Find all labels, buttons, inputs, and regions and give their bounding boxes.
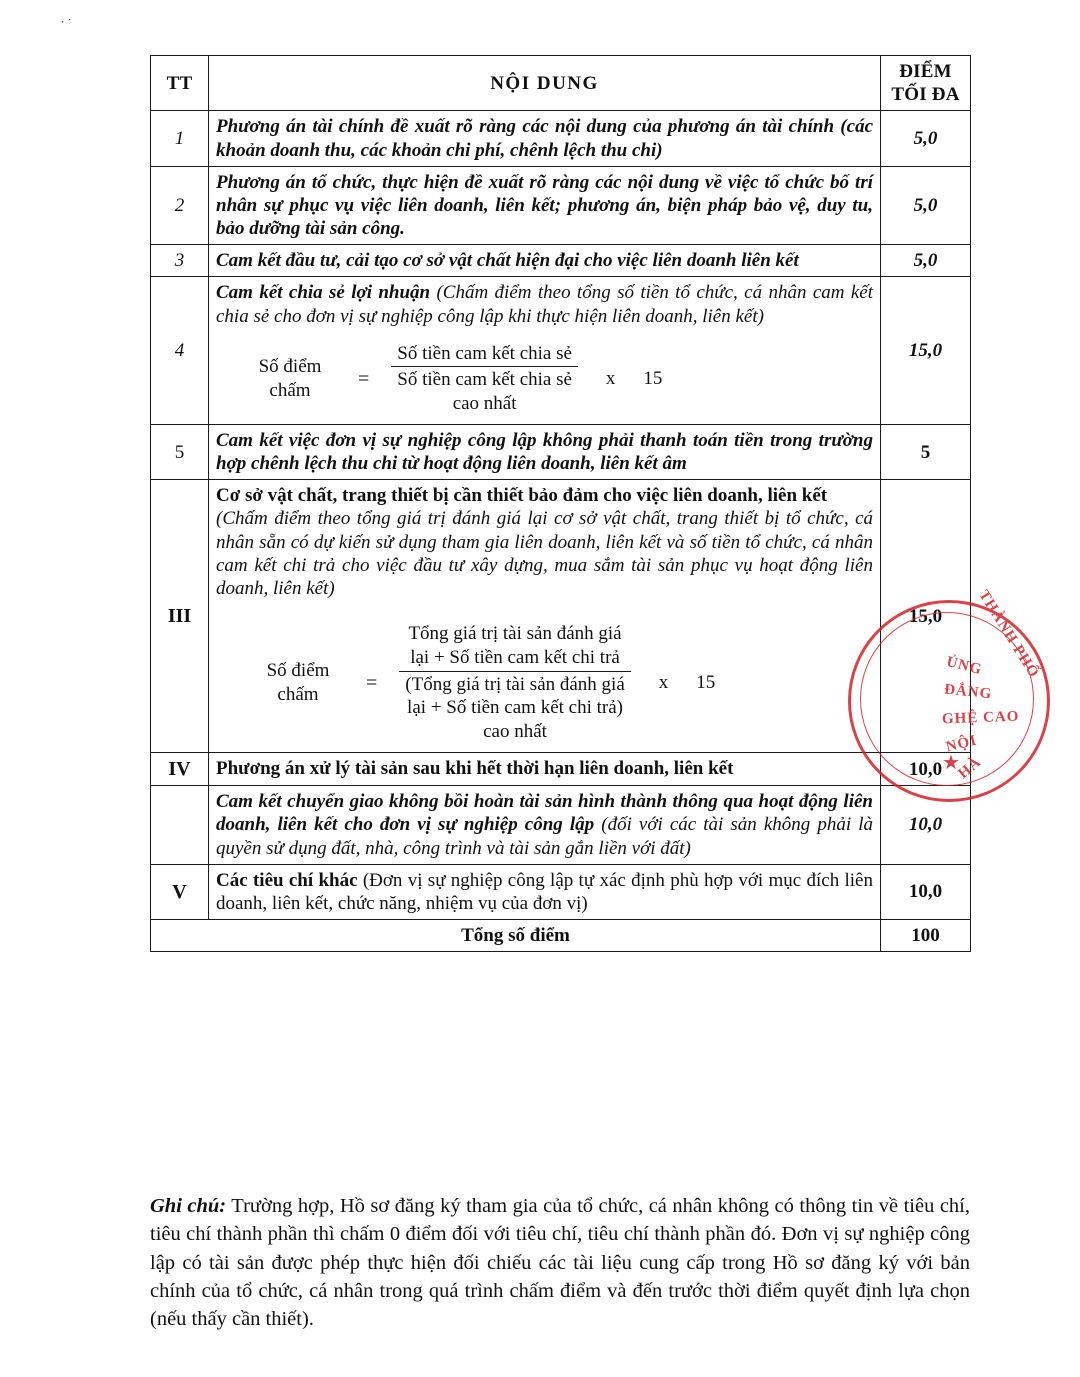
seal-line-1: THÀNH PHỐ — [975, 587, 1042, 681]
row-score: 15,0 — [881, 277, 971, 425]
formula-lhs-line2: chấm — [277, 684, 319, 706]
row-score: 5,0 — [881, 166, 971, 245]
row-index: 5 — [151, 424, 209, 479]
formula-denominator-line1: (Tổng giá trị tài sản đánh giá — [405, 673, 625, 695]
formula-equals: = — [366, 671, 378, 694]
formula-multiplier: 15 — [696, 672, 716, 694]
formula-block — [252, 622, 873, 744]
scan-artifact-mark: ˙ ˙ — [59, 14, 76, 33]
formula-multiplier: 15 — [643, 368, 663, 390]
row-content: Phương án tài chính đề xuất rõ ràng các nội dung của phương án tài chính (các khoản doanh thu, các khoản chi phí, chênh lệch thu chi) — [209, 111, 881, 166]
formula-numerator: Số tiền cam kết chia sẻ — [391, 342, 578, 368]
row-content-title: Cơ sở vật chất, trang thiết bị cần thiết bảo đảm cho việc liên doanh, liên kết — [216, 485, 828, 507]
row-content — [209, 786, 881, 865]
header-tt: TT — [151, 56, 209, 111]
row-content: Cam kết việc đơn vị sự nghiệp công lập không phải thanh toán tiền trong trường hợp chênh lệch thu chi từ hoạt động liên doanh, liên kết âm — [209, 424, 881, 479]
footnote-text: Trường hợp, Hồ sơ đăng ký tham gia của tổ chức, cá nhân không có thông tin về tiêu chí, tiêu chí thành phần thì chấm 0 điểm đối với tiêu chí, tiêu chí thành phần đó. Đơn vị sự nghiệp công lập có tài sản được phép thực hiện đối chiếu các tài liệu cung cấp trong Hồ sơ đăng ký với bản chính của tổ chức, cá nhân trong quá trình chấm điểm và đến trước thời điểm quyết định lựa chọn (nếu thấy cần thiết). — [150, 1195, 970, 1331]
formula-lhs-line1: Số điểm — [266, 660, 330, 682]
seal-line-5: NỘI — [944, 732, 979, 756]
row-score: 10,0 — [881, 864, 971, 919]
formula-denominator-line2: cao nhất — [452, 393, 517, 415]
row-index: IV — [151, 752, 209, 785]
table-row — [151, 111, 971, 166]
row-content-title: Cam kết chia sẻ lợi nhuận — [216, 282, 431, 304]
row-index — [151, 786, 209, 865]
formula-left-side — [252, 659, 344, 707]
formula-denominator-line3: cao nhất — [483, 721, 547, 743]
total-label: Tổng số điểm — [151, 920, 881, 952]
table-header-row — [151, 56, 971, 111]
formula-block — [244, 342, 873, 416]
header-diem-toi-da — [881, 56, 971, 111]
formula-numerator — [399, 622, 631, 672]
row-index: 4 — [151, 277, 209, 425]
row-score: 5 — [881, 424, 971, 479]
row-content-title: Các tiêu chí khác — [216, 869, 358, 891]
formula-times-symbol: x — [605, 368, 616, 390]
row-content-detail: (đối với các tài sản không phải là quyền sử dụng đất, nhà, công trình và tài sản gắn liền với đất) — [216, 814, 873, 859]
table-row — [151, 424, 971, 479]
formula-denominator — [399, 672, 631, 744]
header-diem-line1: ĐIỂM — [899, 61, 952, 82]
row-content-title: Cam kết chuyển giao không bồi hoàn tài sản hình thành thông qua hoạt động liên doanh, liên kết cho đơn vị sự nghiệp công lập — [216, 791, 873, 836]
row-score: 5,0 — [881, 245, 971, 277]
table-row — [151, 752, 971, 785]
seal-line-4: GHỆ CAO — [941, 708, 1020, 728]
table-row — [151, 245, 971, 277]
formula-fraction — [391, 342, 578, 416]
row-content-detail: (Chấm điểm theo tổng giá trị đánh giá lại cơ sở vật chất, trang thiết bị tổ chức, cá nhân sẵn có dự kiến sử dụng tham gia liên doanh, liên kết và số tiền tổ chức, cá nhân cam kết chi trả cho việc đầu tư xây dựng, mua sắm tài sản phục vụ hoạt động liên doanh, liên kết) — [216, 508, 873, 599]
formula-denominator-line1: Số tiền cam kết chia sẻ — [397, 369, 572, 391]
row-content — [209, 277, 881, 425]
row-index: 3 — [151, 245, 209, 277]
table-row — [151, 864, 971, 919]
table-total-row — [151, 920, 971, 952]
seal-line-6: HÀ — [955, 754, 985, 783]
header-noi-dung: NỘI DUNG — [209, 56, 881, 111]
formula-fraction — [399, 622, 631, 744]
scoring-criteria-table — [150, 55, 971, 952]
total-score: 100 — [881, 920, 971, 952]
formula-times-symbol: x — [658, 672, 669, 694]
row-content — [209, 864, 881, 919]
row-content: Phương án tổ chức, thực hiện đề xuất rõ ràng các nội dung về việc tổ chức bố trí nhân sự phục vụ việc liên doanh, liên kết; phương án, biện pháp bảo vệ, duy tu, bảo dưỡng tài sản công. — [209, 166, 881, 245]
seal-line-3: ĐẲNG — [943, 681, 993, 703]
row-index: III — [151, 480, 209, 753]
row-content-detail: (Chấm điểm theo tổng số tiền tổ chức, cá nhân cam kết chia sẻ cho đơn vị sự nghiệp công lập khi thực hiện liên doanh, liên kết) — [216, 282, 873, 327]
header-diem-line2: TỐI ĐA — [891, 84, 960, 106]
row-content — [209, 480, 881, 753]
row-score: 10,0 — [881, 752, 971, 785]
row-index: 1 — [151, 111, 209, 166]
footnote — [150, 1192, 970, 1333]
formula-lhs-line2: chấm — [269, 379, 311, 401]
formula-denominator-line2: lại + Số tiền cam kết chi trả) — [407, 697, 623, 719]
row-index: 2 — [151, 166, 209, 245]
table-row — [151, 786, 971, 865]
formula-denominator — [391, 367, 578, 416]
table-row — [151, 480, 971, 753]
formula-equals: = — [358, 367, 370, 390]
table-row — [151, 277, 971, 425]
row-score: 10,0 — [881, 786, 971, 865]
row-score: 5,0 — [881, 111, 971, 166]
row-content: Phương án xử lý tài sản sau khi hết thời hạn liên doanh, liên kết — [209, 752, 881, 785]
row-index: V — [151, 864, 209, 919]
row-content: Cam kết đầu tư, cải tạo cơ sở vật chất hiện đại cho việc liên doanh liên kết — [209, 245, 881, 277]
formula-numerator-line2: lại + Số tiền cam kết chi trả — [410, 646, 620, 668]
row-content-detail: (Đơn vị sự nghiệp công lập tự xác định phù hợp với mục đích liên doanh, liên kết, chức năng, nhiệm vụ của đơn vị) — [216, 869, 873, 914]
table-row — [151, 166, 971, 245]
seal-line-2: ỦNG — [944, 653, 984, 679]
row-score: 15,0 — [881, 480, 971, 753]
formula-left-side — [244, 355, 336, 403]
footnote-label: Ghi chú: — [150, 1195, 227, 1217]
formula-numerator-line1: Tổng giá trị tài sản đánh giá — [408, 623, 622, 645]
formula-lhs-line1: Số điểm — [258, 356, 322, 378]
seal-star-icon: ★ — [942, 752, 960, 774]
